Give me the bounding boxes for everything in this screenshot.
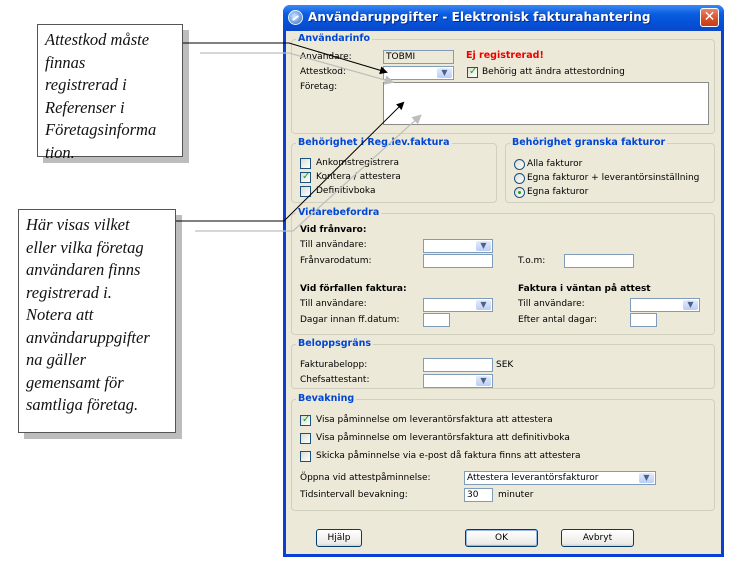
group-title-user-info: Användarinfo (298, 33, 371, 44)
close-button[interactable] (700, 8, 719, 27)
radio-egna-fakturor[interactable] (514, 187, 525, 198)
check-icon: ✓ (469, 66, 478, 77)
chevron-down-icon: ▼ (639, 473, 654, 483)
user-label: Användare: (300, 52, 352, 62)
group-title-review-permissions: Behörighet granska fakturor (512, 137, 666, 148)
days-before-input[interactable] (423, 313, 450, 327)
group-title-forward: Vidarebefordra (298, 207, 380, 218)
callout-foretag-text: Här visas vilket eller vilka företag användaren finns registrerad i. Notera att användaruppgifter na gäller gemensamt för samtliga företag. (26, 215, 150, 414)
label-alla-fakturor: Alla fakturor (527, 159, 583, 169)
checkbox-remind-definitivboka[interactable] (300, 433, 311, 444)
pending-heading: Faktura i väntan på attest (518, 284, 651, 294)
may-change-label: Behörig att ändra attestordning (482, 67, 625, 77)
group-title-monitoring: Bevakning (298, 393, 355, 404)
currency-label: SEK (496, 360, 514, 370)
group-user-info (291, 33, 715, 134)
pending-user-select[interactable] (630, 298, 700, 312)
pending-user-label: Till användare: (518, 299, 585, 309)
group-review-permissions (505, 137, 715, 203)
open-on-reminder-select[interactable] (464, 471, 656, 485)
overdue-user-select[interactable] (423, 298, 493, 312)
label-remind-attest: Visa påminnelse om leverantörsfaktura att attestera (316, 415, 553, 425)
days-before-label: Dagar innan ff.datum: (300, 315, 400, 325)
label-definitivboka: Definitivboka (316, 186, 376, 196)
open-on-reminder-label: Öppna vid attestpåminnelse: (300, 473, 431, 483)
checkbox-kontera-attestera[interactable] (300, 172, 311, 183)
interval-unit: minuter (498, 490, 534, 500)
manager-label: Chefsattestant: (300, 375, 370, 385)
after-days-label: Efter antal dagar: (518, 315, 597, 325)
overdue-user-label: Till användare: (300, 299, 367, 309)
check-icon: ✓ (302, 171, 311, 182)
overdue-heading: Vid förfallen faktura: (300, 284, 407, 294)
callout-foretag (18, 209, 176, 433)
title-bar[interactable] (283, 5, 724, 31)
absence-heading: Vid frånvaro: (300, 225, 367, 235)
group-title-reg-permissions: Behörighet i Reg.lev.faktura (298, 137, 450, 148)
label-egna-fakturor: Egna fakturor (527, 187, 589, 197)
interval-label: Tidsintervall bevakning: (300, 490, 408, 500)
company-list[interactable] (383, 82, 709, 125)
app-icon (288, 10, 303, 25)
group-monitoring (291, 393, 715, 511)
callout-attestkod-text: Attestkod måste finnas registrerad i Referenser i Företagsinforma tion. (45, 30, 157, 162)
manager-select[interactable] (423, 374, 493, 388)
ok-button[interactable] (465, 529, 538, 547)
dialog-title: Användaruppgifter - Elektronisk fakturahantering (308, 10, 651, 24)
cancel-button-label: Avbryt (582, 533, 613, 543)
checkbox-remind-attest[interactable] (300, 415, 311, 426)
check-icon: ✓ (302, 414, 311, 425)
label-remind-definitivboka: Visa påminnelse om leverantörsfaktura att definitivboka (316, 433, 570, 443)
chevron-down-icon: ▼ (476, 241, 491, 251)
group-amount-limit (291, 338, 715, 389)
interval-input[interactable] (464, 488, 493, 502)
callout-attestkod (37, 24, 183, 162)
may-change-checkbox[interactable] (467, 67, 478, 78)
invoice-amount-input[interactable] (423, 358, 493, 372)
label-kontera-attestera: Kontera / attestera (316, 172, 401, 182)
checkbox-email-reminder[interactable] (300, 451, 311, 462)
until-input[interactable] (564, 254, 634, 268)
absence-date-input[interactable] (423, 254, 493, 268)
interval-value: 30 (467, 490, 479, 500)
label-egna-plus-leverantor: Egna fakturor + leverantörsinställning (527, 173, 700, 183)
radio-alla-fakturor[interactable] (514, 159, 525, 170)
ok-button-label: OK (495, 533, 508, 543)
checkbox-definitivboka[interactable] (300, 186, 311, 197)
chevron-down-icon: ▼ (476, 300, 491, 310)
dialog-window (283, 5, 724, 557)
invoice-amount-label: Fakturabelopp: (300, 360, 368, 370)
checkbox-ankomstregistrera[interactable] (300, 158, 311, 169)
attest-code-label: Attestkod: (300, 67, 346, 77)
user-field (383, 50, 454, 64)
label-ankomstregistrera: Ankomstregistrera (316, 158, 399, 168)
help-button[interactable] (316, 529, 362, 547)
close-icon: ✕ (703, 9, 716, 25)
label-email-reminder: Skicka påminnelse via e-post då faktura finns att attestera (316, 451, 581, 461)
radio-selected-dot (518, 191, 521, 194)
dialog-body (286, 31, 721, 554)
chevron-down-icon: ▼ (437, 68, 452, 78)
status-text: Ej registrerad! (466, 50, 544, 61)
chevron-down-icon: ▼ (683, 300, 698, 310)
absence-user-select[interactable] (423, 239, 493, 253)
attest-code-select[interactable] (383, 66, 454, 80)
cancel-button[interactable] (561, 529, 634, 547)
until-label: T.o.m: (518, 256, 546, 266)
absence-user-label: Till användare: (300, 240, 367, 250)
chevron-down-icon: ▼ (476, 376, 491, 386)
after-days-input[interactable] (630, 313, 657, 327)
absence-date-label: Frånvarodatum: (300, 256, 372, 266)
user-value: TOBMI (386, 52, 416, 62)
group-title-amount-limit: Beloppsgräns (298, 338, 372, 349)
radio-egna-plus-leverantor[interactable] (514, 173, 525, 184)
group-reg-permissions (291, 137, 497, 203)
help-button-label: Hjälp (327, 533, 351, 543)
group-forward (291, 207, 715, 335)
open-on-reminder-value: Attestera leverantörsfakturor (467, 473, 599, 483)
company-label: Företag: (300, 82, 338, 92)
